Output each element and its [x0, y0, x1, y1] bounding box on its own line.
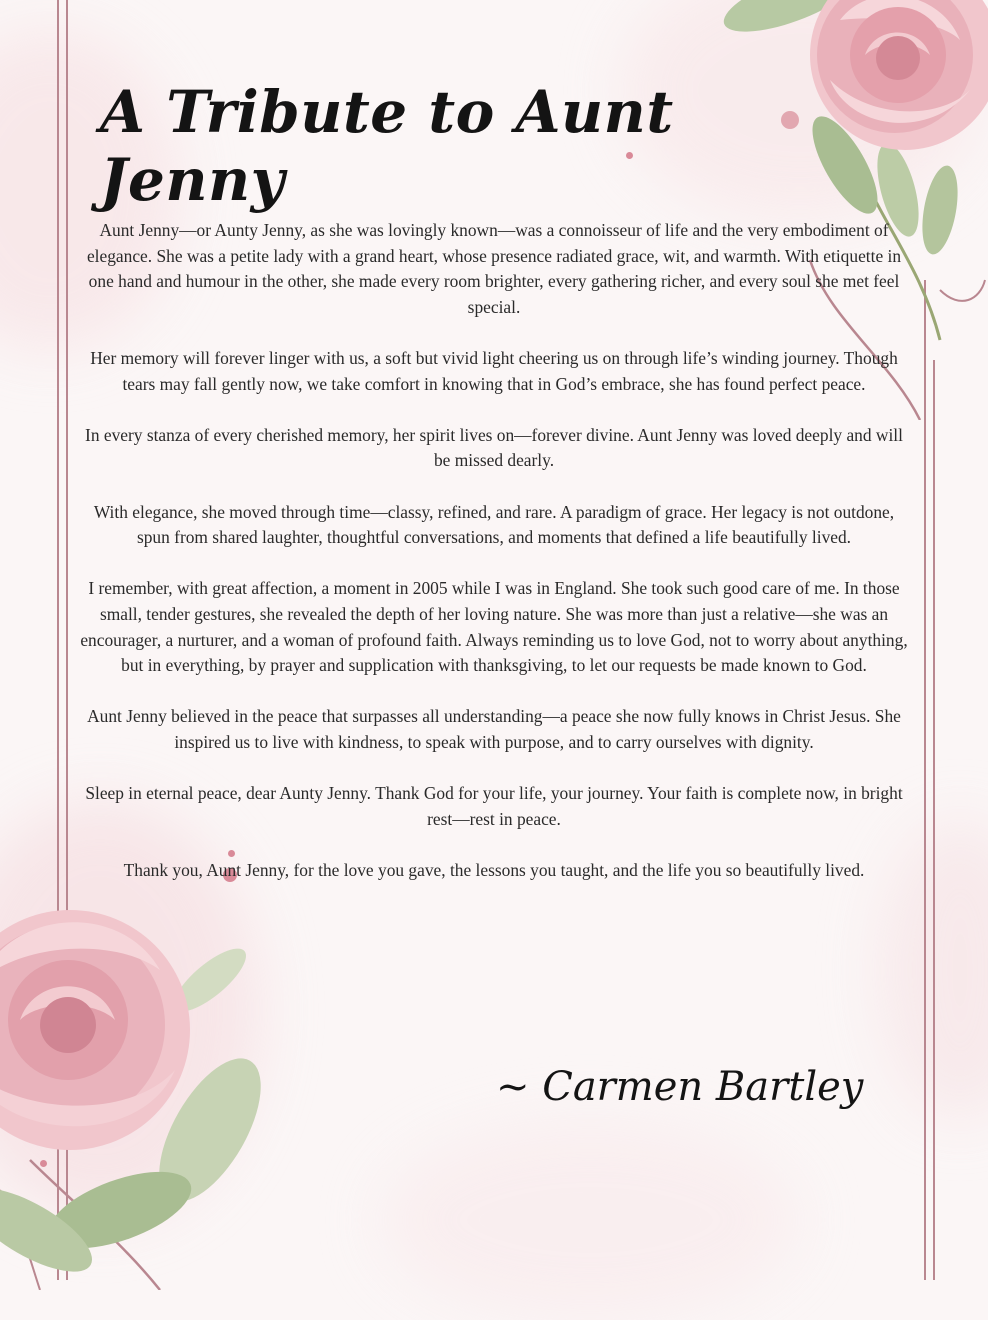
page-title: A Tribute to Aunt Jenny [100, 78, 674, 214]
paragraph: Aunt Jenny believed in the peace that surpasses all understanding—a peace she now fully knows in Christ Jesus. She inspired us to live with kindness, to speak with purpose, and to carry ourselves with dignity. [87, 706, 901, 752]
tribute-body [76, 218, 912, 909]
paragraph: In every stanza of every cherished memory, her spirit lives on—forever divine. Aunt Jenny was loved deeply and will be missed dearly. [85, 424, 903, 471]
paragraph: Her memory will forever linger with us, a soft but vivid light cheering us on through life’s winding journey. Though tears may fall gently now, we take comfort in knowing that in God’s embrace, she has found perfect peace. [90, 347, 898, 394]
rose-bottom-left-illustration [0, 860, 290, 1290]
paragraph: With elegance, she moved through time—classy, refined, and rare. A paradigm of grace. Her legacy is not outdone, spun from shared laughter, thoughtful conversations, and moments that defined a life beautifully lived. [93, 501, 895, 548]
pink-watercolor-wash [380, 1120, 800, 1320]
signature: ~ Carmen Bartley [496, 1064, 864, 1110]
paragraph: I remember, with great affection, a moment in 2005 while I was in England. She took such good care of me. In those small, tender gestures, she revealed the depth of her loving nature. She was more than just a relative—she was an encourager, a nurturer, and a woman of profound faith. Always reminding us to love God, not to worry about anything, but in everything, by prayer and supplication with thanksgiving, to let our requests be made known to God. [80, 578, 908, 676]
petal-dot [40, 1160, 47, 1167]
right-border-line [924, 280, 926, 1280]
paragraph: Aunt Jenny—or Aunty Jenny, as she was lovingly known—was a connoisseur of life and the very embodiment of elegance. She was a petite lady with a grand heart, whose presence radiated grace, wit, and warmth. With etiquette in one hand and humour in the other, she made every room brighter, every gathering richer, and every soul she met feel special. [86, 220, 902, 317]
paragraph: Sleep in eternal peace, dear Aunty Jenny. Thank God for your life, your journey. Your faith is complete now, in bright rest—rest in peace. [85, 783, 903, 829]
right-border-line-outer [933, 360, 935, 1280]
paragraph: Thank you, Aunt Jenny, for the love you gave, the lessons you taught, and the life you so beautifully lived. [123, 859, 865, 880]
